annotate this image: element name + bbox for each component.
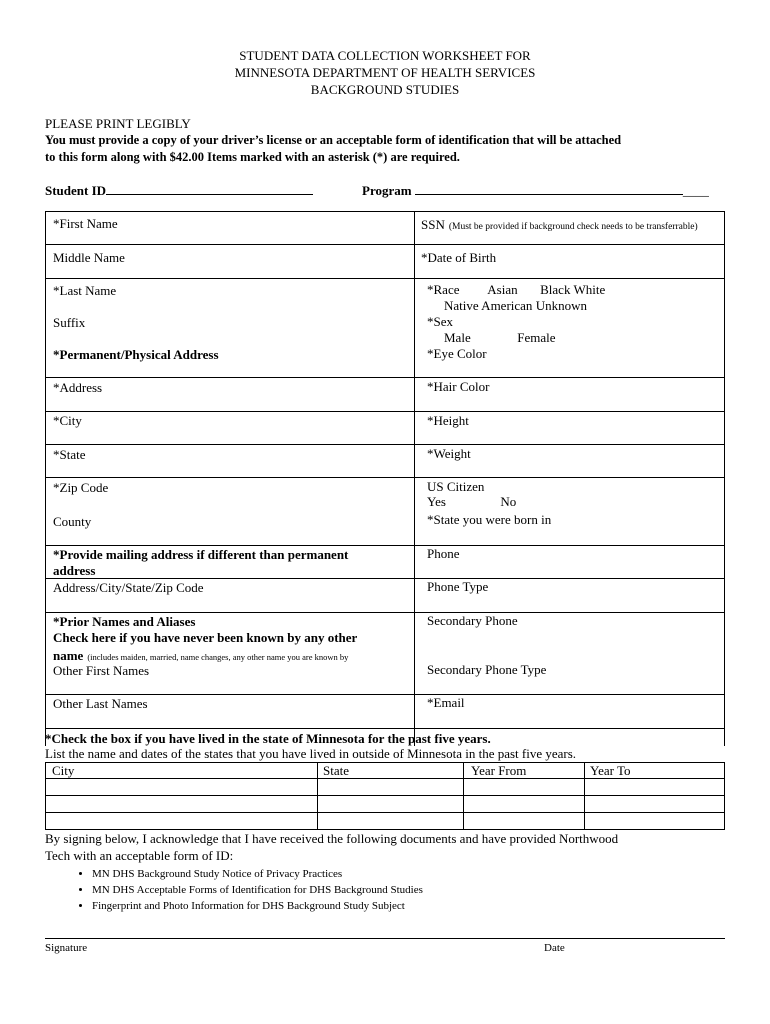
- email-field[interactable]: *Email: [427, 695, 465, 710]
- list-item: • MN DHS Background Study Notice of Privacy Practices: [92, 866, 423, 882]
- never-known-checkbox-row: Check here if you have never been known by any other: [53, 630, 358, 645]
- mailing-address-heading-2: address: [53, 563, 96, 578]
- county-field[interactable]: County: [53, 514, 92, 529]
- first-name-field[interactable]: *First Name: [53, 216, 118, 231]
- birth-state-field[interactable]: *State you were born in: [427, 512, 552, 527]
- mailing-address-heading-1: *Provide mailing address if different than permanent: [53, 547, 349, 562]
- permanent-address-heading: *Permanent/Physical Address: [53, 347, 219, 362]
- sex-row: Male Female: [444, 330, 556, 345]
- last-name-field[interactable]: *Last Name: [53, 283, 117, 298]
- form-title-line-3: BACKGROUND STUDIES: [310, 82, 460, 97]
- form-title-line-1: STUDENT DATA COLLECTION WORKSHEET FOR: [239, 48, 531, 63]
- never-known-note-row: name (includes maiden, married, name changes, any other name you are known by: [53, 648, 349, 663]
- weight-field[interactable]: *Weight: [427, 446, 471, 461]
- student-id-field[interactable]: [106, 182, 313, 195]
- prior-names-heading: *Prior Names and Aliases: [53, 614, 196, 629]
- acknowledgement-line-1: By signing below, I acknowledge that I have received the following documents and have provided Northwood: [45, 831, 619, 846]
- sex-label: *Sex: [427, 314, 453, 329]
- eye-color-field[interactable]: *Eye Color: [427, 346, 487, 361]
- acknowledgement-list: [62, 866, 423, 914]
- other-states-instructions: List the name and dates of the states that you have lived in outside of Minnesota in the past five years.: [45, 746, 577, 761]
- intro-line-2: to this form along with $42.00 Items marked with an asterisk (*) are required.: [45, 150, 460, 164]
- other-last-names-field[interactable]: Other Last Names: [53, 696, 148, 711]
- height-field[interactable]: *Height: [427, 413, 469, 428]
- us-citizen-label: US Citizen: [427, 479, 485, 494]
- minnesota-residency-row: *Check the box if you have lived in the state of Minnesota for the past five years.: [45, 731, 491, 746]
- list-item: • Fingerprint and Photo Information for DHS Background Study Subject: [92, 898, 423, 914]
- residency-col-city: City: [52, 763, 75, 778]
- signature-line[interactable]: [45, 938, 725, 939]
- mailing-address-field[interactable]: Address/City/State/Zip Code: [53, 580, 204, 595]
- form-title-line-2: MINNESOTA DEPARTMENT OF HEALTH SERVICES: [234, 65, 536, 80]
- list-item: • MN DHS Acceptable Forms of Identification for DHS Background Studies: [92, 882, 423, 898]
- suffix-field[interactable]: Suffix: [53, 315, 86, 330]
- us-citizen-row: Yes No: [427, 494, 517, 509]
- race-row: *Race Asian Black White: [427, 282, 606, 297]
- state-field[interactable]: *State: [53, 447, 86, 462]
- residency-col-state: State: [323, 763, 349, 778]
- date-of-birth-field[interactable]: *Date of Birth: [421, 250, 497, 265]
- phone-type-field[interactable]: Phone Type: [427, 579, 489, 594]
- zip-code-field[interactable]: *Zip Code: [53, 480, 109, 495]
- student-id-label: Student ID: [45, 182, 313, 199]
- program-label: Program ____: [362, 183, 709, 198]
- other-first-names-field[interactable]: Other First Names: [53, 663, 150, 678]
- middle-name-field[interactable]: Middle Name: [53, 250, 125, 265]
- secondary-phone-type-field[interactable]: Secondary Phone Type: [427, 662, 547, 677]
- date-label: Date: [544, 942, 565, 954]
- secondary-phone-field[interactable]: Secondary Phone: [427, 613, 518, 628]
- intro-line-1: You must provide a copy of your driver’s license or an acceptable form of identification that will be attached: [45, 133, 622, 147]
- hair-color-field[interactable]: *Hair Color: [427, 379, 490, 394]
- residency-col-year-from: Year From: [471, 763, 527, 778]
- residency-col-year-to: Year To: [590, 763, 631, 778]
- address-field[interactable]: *Address: [53, 380, 103, 395]
- ssn-field[interactable]: SSN (Must be provided if background check needs to be transferrable): [421, 217, 698, 232]
- print-legibly-note: PLEASE PRINT LEGIBLY: [45, 116, 191, 131]
- acknowledgement-line-2: Tech with an acceptable form of ID:: [45, 848, 234, 863]
- signature-label: Signature: [45, 942, 88, 954]
- program-field[interactable]: [415, 182, 683, 195]
- city-field[interactable]: *City: [53, 413, 82, 428]
- race-row-2: Native American Unknown: [444, 298, 587, 313]
- phone-field[interactable]: Phone: [427, 546, 460, 561]
